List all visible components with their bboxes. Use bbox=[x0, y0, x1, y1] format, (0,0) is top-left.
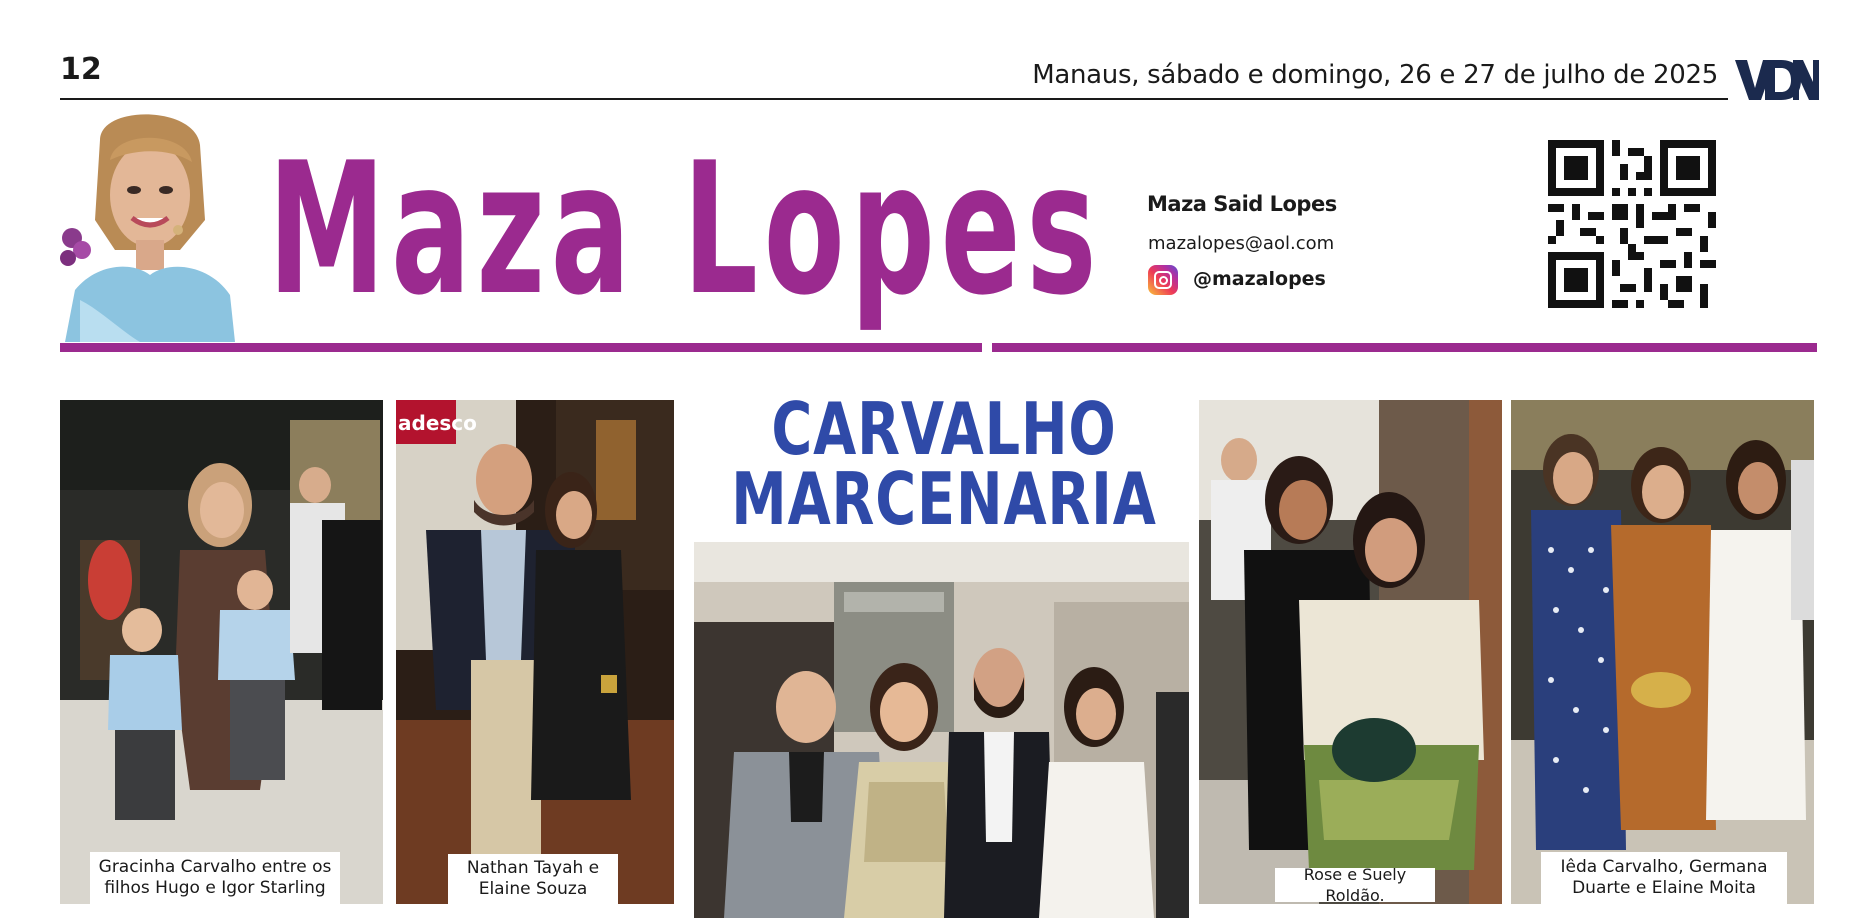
photo-caption: Gracinha Carvalho entre os filhos Hugo e Igor Starling bbox=[90, 852, 340, 904]
page-number: 12 bbox=[60, 52, 102, 87]
photo-nathan-tayah bbox=[396, 400, 674, 904]
qr-code-icon[interactable] bbox=[1548, 140, 1716, 308]
logo-text: VDN bbox=[1735, 58, 1738, 59]
photo-advert-group bbox=[694, 542, 1189, 918]
photo-caption: Iêda Carvalho, Germana Duarte e Elaine Moita bbox=[1541, 852, 1787, 904]
advert-title bbox=[729, 387, 1159, 541]
advert-line-1: CARVALHO bbox=[771, 387, 1117, 471]
dateline: Manaus, sábado e domingo, 26 e 27 de julho de 2025 bbox=[1032, 60, 1718, 90]
accent-rule-left bbox=[60, 343, 982, 352]
photo-caption: Rose e Suely Roldão. bbox=[1275, 868, 1435, 902]
photo-rose-suely-roldao bbox=[1199, 400, 1502, 904]
photo-image bbox=[60, 400, 383, 904]
contact-name: Maza Said Lopes bbox=[1147, 192, 1337, 216]
photo-image bbox=[694, 542, 1189, 918]
photo-caption: Nathan Tayah e Elaine Souza bbox=[448, 854, 618, 904]
photo-gracinha-carvalho bbox=[60, 400, 383, 904]
columnist-portrait bbox=[60, 100, 235, 342]
accent-rule-right bbox=[992, 343, 1817, 352]
photo-image bbox=[1511, 400, 1814, 904]
column-title: Maza Lopes bbox=[268, 123, 1103, 335]
photo-ieda-carvalho bbox=[1511, 400, 1814, 904]
photo-image bbox=[396, 400, 674, 904]
storefront-sign: adesco bbox=[398, 411, 477, 435]
photo-image bbox=[1199, 400, 1502, 904]
contact-email[interactable]: mazalopes@aol.com bbox=[1148, 233, 1335, 254]
header-rule bbox=[60, 98, 1728, 100]
newspaper-logo bbox=[1735, 58, 1819, 102]
instagram-handle[interactable]: @mazalopes bbox=[1193, 268, 1326, 290]
instagram-icon bbox=[1148, 265, 1178, 295]
advert-line-2: MARCENARIA bbox=[731, 457, 1157, 541]
